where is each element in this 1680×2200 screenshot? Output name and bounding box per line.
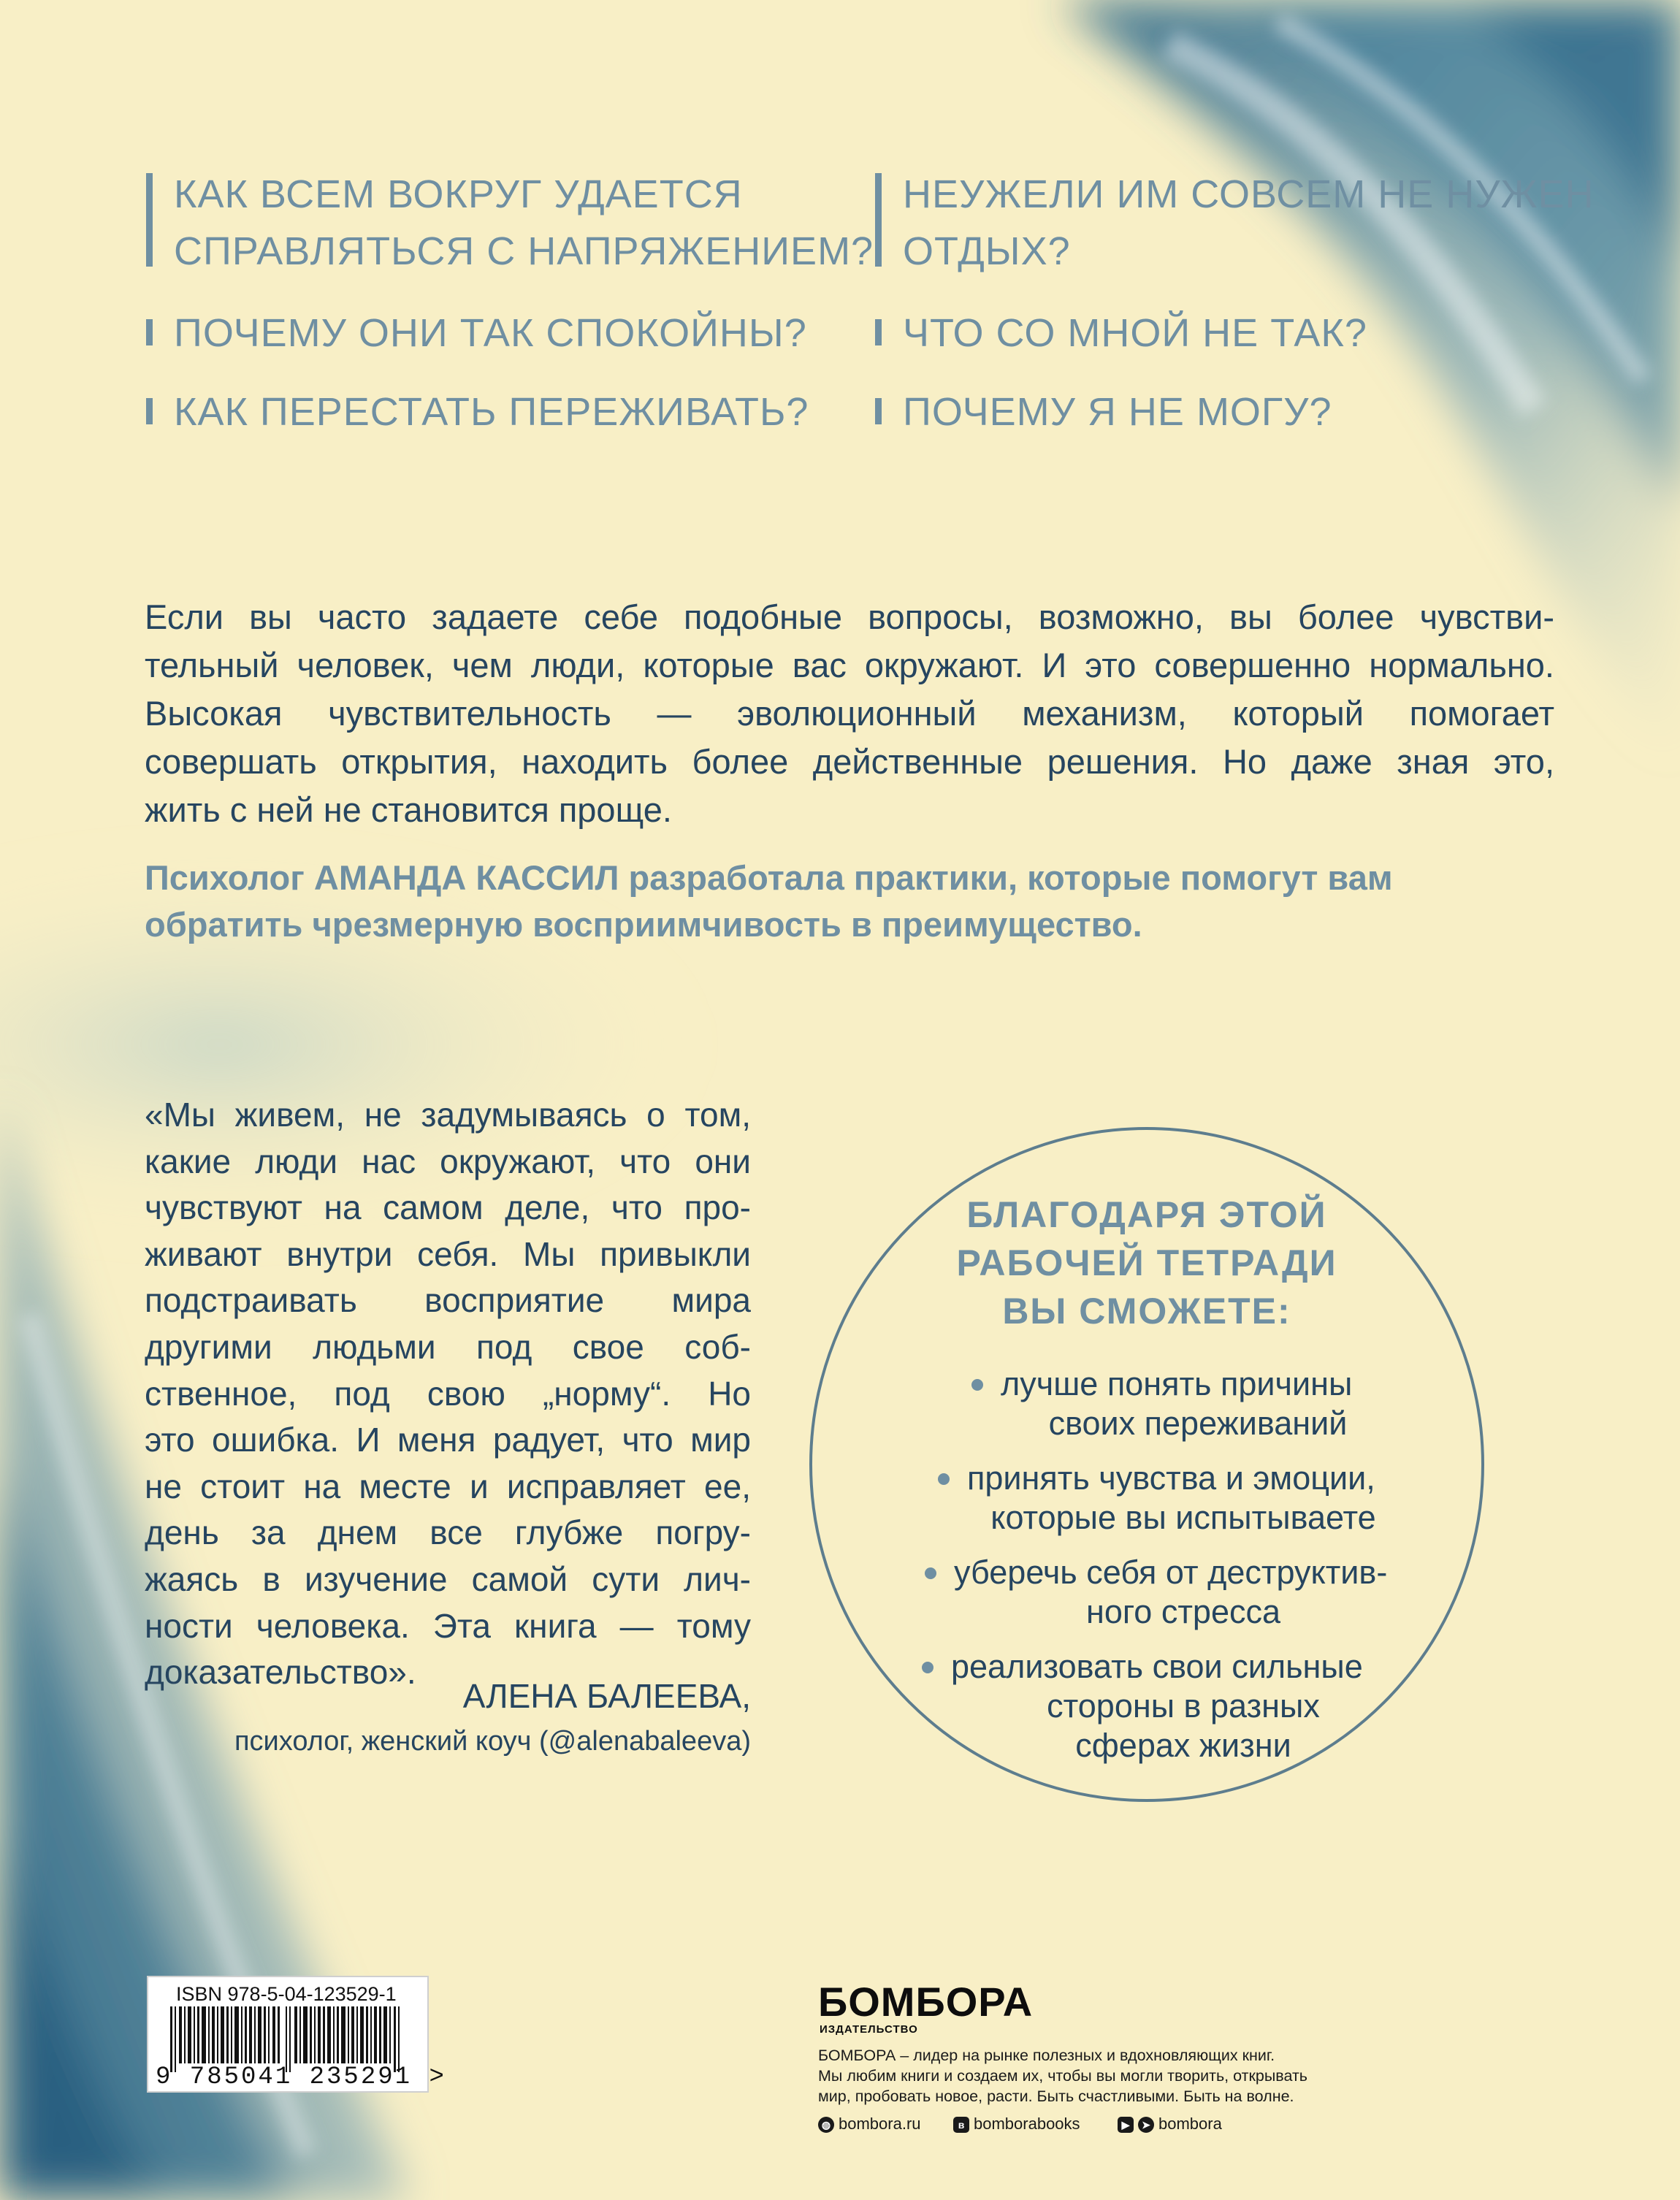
isbn-digits: 9 785041 235291 >	[156, 2063, 446, 2091]
publisher-logo: БОМБОРА	[818, 1979, 1034, 2025]
barcode-icon	[163, 2006, 417, 2072]
benefits-title: БЛАГОДАРЯ ЭТОЙ РАБОЧЕЙ ТЕТРАДИ ВЫ СМОЖЕТЕ:	[956, 1194, 1337, 1332]
question-4-line-2: ОТДЫХ?	[903, 229, 1071, 273]
bullet-dot-icon	[925, 1567, 936, 1579]
bullet-dot-icon	[922, 1662, 933, 1673]
telegram-icon: ➤	[1138, 2117, 1154, 2133]
question-1-line-1: КАК ВСЕМ ВОКРУГ УДАЕТСЯ	[174, 172, 743, 216]
isbn-label: ISBN 978-5-04-123529-1	[176, 1983, 397, 2005]
author-intro: Психолог АМАНДА КАССИЛ разработала практики, которые помогут вам обратить чрезмерную восприимчивость в преимущество.	[145, 858, 1393, 944]
isbn-barcode	[147, 1976, 446, 2093]
question-4-line-1: НЕУЖЕЛИ ИМ СОВСЕМ НЕ НУЖЕН	[903, 172, 1595, 216]
question-2: ПОЧЕМУ ОНИ ТАК СПОКОЙНЫ?	[146, 305, 807, 362]
benefit-4: реализовать свои сильные стороны в разных сферах жизни	[920, 1647, 1446, 1765]
question-3: КАК ПЕРЕСТАТЬ ПЕРЕЖИВАТЬ?	[146, 383, 809, 440]
publisher-logo-subtitle: ИЗДАТЕЛЬСТВО	[820, 2023, 918, 2036]
question-4	[875, 166, 1594, 280]
benefit-1: лучше понять причины своих переживаний	[964, 1364, 1432, 1443]
publisher-description: БОМБОРА – лидер на рынке полезных и вдохновляющих книг. Мы любим книги и создаем их, чтобы вы могли творить, открывать мир, пробовать новое, расти. Быть счастливыми. Быть на волне.	[818, 2047, 1307, 2105]
social-vk[interactable]: в bomborabooks	[953, 2115, 1080, 2134]
quote-author-role: психолог, женский коуч (@alenabaleeva)	[234, 1726, 751, 1757]
social-telegram[interactable]: ▶ ➤ bombora	[1118, 2115, 1222, 2134]
benefit-3: уберечь себя от деструктив- ного стресса	[906, 1553, 1461, 1632]
social-site[interactable]: ◍ bombora.ru	[818, 2115, 921, 2134]
testimonial-quote: «Мы живем, не задумываясь о том, какие люди нас окружают, что они чувствуют на самом деле, что про- живают внутри себя. Мы привыкли подстраивать восприятие мира другими людьми под свое соб- ственное, под свою „норму“. Но это ошибка. И меня радует, что мир не стоит на месте и исправляет ее, день за днем все глубже погру- жаясь в изучение самой сути лич- ности человека. Эта книга — тому доказательство».	[145, 1096, 751, 1692]
question-6: ПОЧЕМУ Я НЕ МОГУ?	[875, 383, 1332, 440]
question-1	[146, 166, 874, 280]
question-5: ЧТО СО МНОЙ НЕ ТАК?	[875, 305, 1367, 362]
globe-icon: ◍	[818, 2117, 834, 2133]
intro-paragraph: Если вы часто задаете себе подобные вопросы, возможно, вы более чувстви- тельный человек, чем люди, которые вас окружают. И это совершенно нормально. Высокая чувствительность — эволюционный механизм, который помогает совершать открытия, находить более действенные решения. Но даже зная это, жить с ней не становится проще.	[145, 597, 1554, 829]
vk-icon: в	[953, 2117, 969, 2133]
benefit-2: принять чувства и эмоции, которые вы испытываете	[928, 1459, 1439, 1538]
question-1-line-2: СПРАВЛЯТЬСЯ С НАПРЯЖЕНИЕМ?	[174, 229, 874, 273]
bullet-dot-icon	[938, 1473, 950, 1485]
video-icon: ▶	[1118, 2117, 1134, 2133]
quote-author: АЛЕНА БАЛЕЕВА,	[462, 1677, 751, 1715]
bullet-dot-icon	[971, 1379, 983, 1391]
